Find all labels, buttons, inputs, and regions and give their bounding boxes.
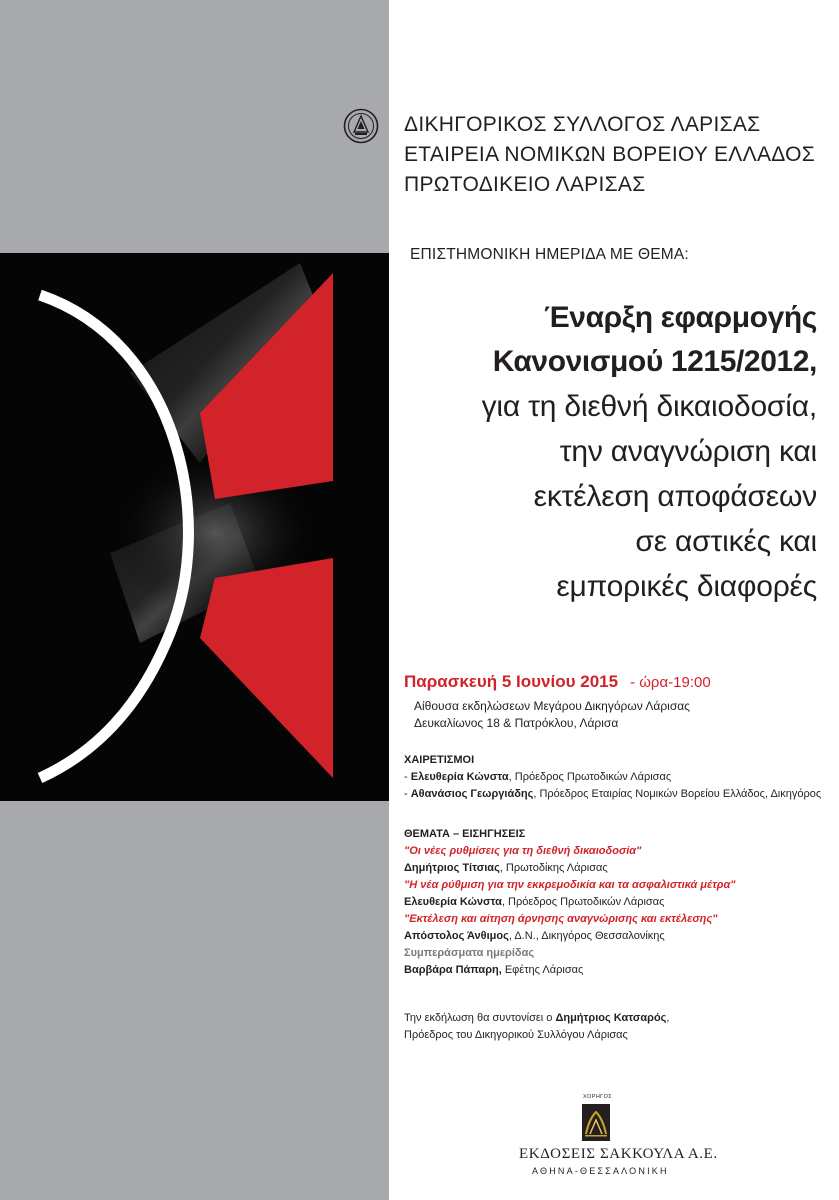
greeting-name: Αθανάσιος Γεωργιάδης [410,788,534,800]
moderator-note [404,1010,669,1044]
speaker-name: Απόστολος Άνθιμος [404,930,509,942]
topic-speaker [404,860,736,877]
conclusions-speaker [404,962,736,979]
speaker-name: Ελευθερία Κώνστα [404,896,502,908]
organizer-court: ΠΡΩΤΟΔΙΚΕΙΟ ΛΑΡΙΣΑΣ [404,173,646,196]
title-bold-line: Έναρξη εφαρμογής [544,301,817,334]
speaker-role: , Πρωτοδίκης Λάρισας [499,862,608,874]
greetings-heading: ΧΑΙΡΕΤΙΣΜΟΙ [404,754,475,766]
artwork-graphic [0,253,389,801]
event-date-line [404,672,711,692]
topic-speaker [404,894,736,911]
title-line: σε αστικές και [635,525,817,558]
title-line: εμπορικές διαφορές [556,570,817,603]
event-time: - ώρα-19:00 [630,674,711,691]
organizer-jurists-society: ΕΤΑΙΡΕΙΑ ΝΟΜΙΚΩΝ ΒΟΡΕΙΟΥ ΕΛΛΑΔΟΣ [404,143,816,166]
title-line: για τη διεθνή δικαιοδοσία, [481,390,817,423]
greeting-dash: - [404,771,411,783]
event-title [482,296,817,609]
title-line: εκτέλεση αποφάσεων [533,480,817,513]
sponsor-name: ΕΚΔΟΣΕΙΣ ΣΑΚΚΟΥΛΑ Α.Ε. [519,1146,718,1162]
venue-address: Δευκαλίωνος 18 & Πατρόκλου, Λάρισα [414,716,619,730]
topics-section [404,826,736,979]
venue-hall: Αίθουσα εκδηλώσεων Μεγάρου Δικηγόρων Λάρισας [414,699,690,713]
greeting-dash: - [404,788,411,800]
topic-title: "Οι νέες ρυθμίσεις για τη διεθνή δικαιοδοσία" [404,845,642,857]
greeting-role: , Πρόεδρος Εταιρίας Νομικών Βορείου Ελλάδος, Δικηγόρος [533,788,822,800]
greeting-name: Ελευθερία Κώνστα [410,771,509,783]
speaker-role: Εφέτης Λάρισας [501,964,584,976]
speaker-role: , Πρόεδρος Πρωτοδικών Λάρισας [501,896,665,908]
event-date: Παρασκευή 5 Ιουνίου 2015 [404,672,619,691]
conclusions-heading: Συμπεράσματα ημερίδας [404,947,535,959]
greetings-section [404,752,821,803]
organizers-block [404,110,815,200]
title-line: την αναγνώριση και [559,435,817,468]
title-bold-line: Κανονισμού 1215/2012, [492,345,817,378]
moderator-punct: , [666,1012,670,1024]
topic-title: "Η νέα ρύθμιση για την εκκρεμοδικία και τα ασφαλιστικά μέτρα" [404,879,736,891]
greeting-item [404,786,821,803]
greeting-role: , Πρόεδρος Πρωτοδικών Λάρισας [508,771,672,783]
speaker-role: , Δ.Ν., Δικηγόρος Θεσσαλονίκης [508,930,665,942]
sponsor-label: ΧΟΡΗΓΟΣ [583,1094,613,1100]
bar-association-emblem-icon [343,108,379,144]
speaker-name: Βαρβάρα Πάπαρη, [404,964,502,976]
event-venue [414,698,690,732]
moderator-line [404,1012,669,1024]
topic-title: "Εκτέλεση και αίτηση άρνησης αναγνώρισης και εκτέλεσης" [404,913,718,925]
organizer-bar-association: ΔΙΚΗΓΟΡΙΚΟΣ ΣΥΛΛΟΓΟΣ ΛΑΡΙΣΑΣ [404,113,761,136]
greeting-item [404,769,821,786]
sponsor-city: ΑΘΗΝΑ-ΘΕΣΣΑΛΟΝΙΚΗ [532,1166,669,1176]
speaker-name: Δημήτριος Τίτσιας [404,862,500,874]
moderator-name: Δημήτριος Κατσαρός [555,1012,667,1024]
topic-speaker [404,928,736,945]
event-intro: ΕΠΙΣΤΗΜΟΝΙΚΗ ΗΜΕΡΙΔΑ ΜΕ ΘΕΜΑ: [410,246,689,263]
poster-artwork [0,253,389,801]
moderator-text: Την εκδήλωση θα συντονίσει ο [404,1012,556,1024]
topics-heading: ΘΕΜΑΤΑ – ΕΙΣΗΓΗΣΕΙΣ [404,828,526,840]
moderator-role: Πρόεδρος του Δικηγορικού Συλλόγου Λάρισας [404,1029,628,1041]
sakkoulas-logo-icon [582,1104,610,1141]
